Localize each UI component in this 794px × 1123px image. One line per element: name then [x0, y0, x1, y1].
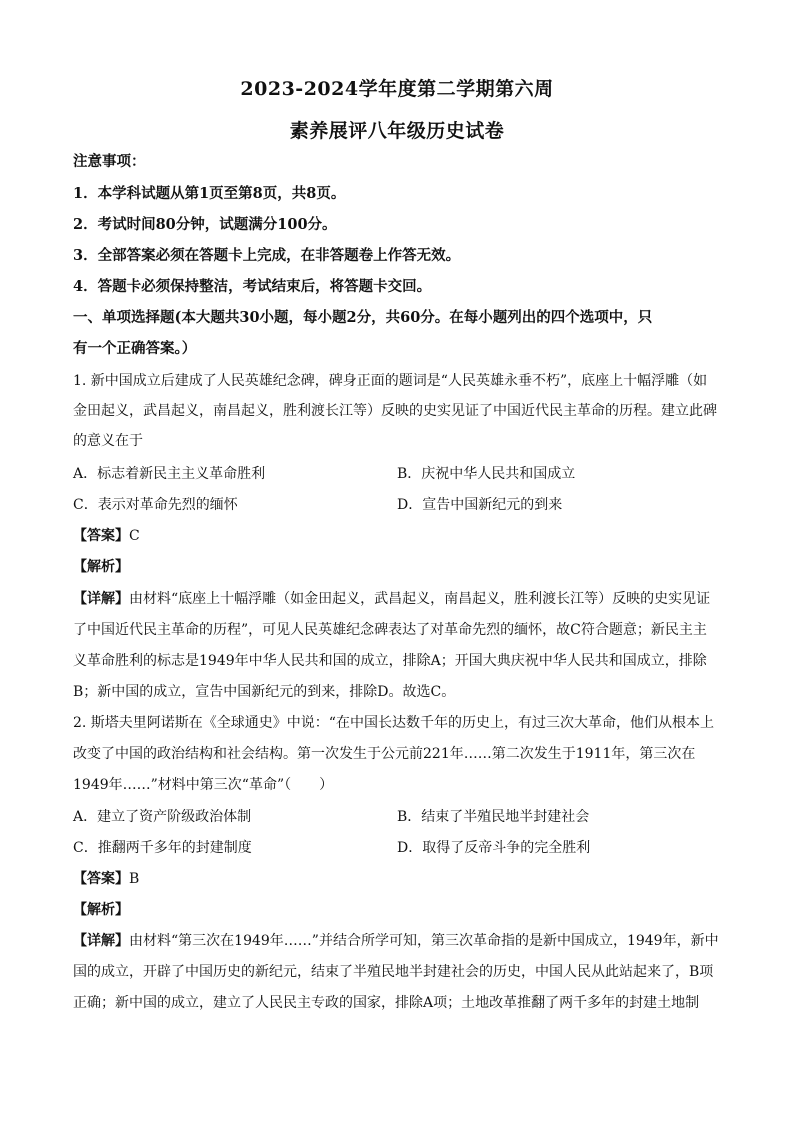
q1-stem-line2: 金田起义，武昌起义，南昌起义，胜利渡长江等）反映的史实见证了中国近代民主革命的历程。建立此碑 — [73, 403, 717, 419]
notes-item-4: 4．答题卡必须保持整洁，考试结束后，将答题卡交回。 — [73, 278, 432, 295]
detail-text: 由材料“底座上十幅浮雕（如金田起义，武昌起义，南昌起义，胜利渡长江等）反映的史实见证 — [129, 591, 711, 607]
q1-option-c: C．表示对革命先烈的缅怀 — [73, 497, 238, 513]
analysis-tag: 【解析】 — [73, 559, 129, 575]
exam-title-line1: 2023-2024学年度第二学期第六周 — [240, 78, 554, 100]
q1-option-a: A．标志着新民主主义革命胜利 — [73, 466, 266, 482]
answer-tag: 【答案】 — [73, 871, 129, 887]
q1-option-b: B．庆祝中华人民共和国成立 — [397, 466, 576, 482]
q2-option-c: C．推翻两千多年的封建制度 — [73, 840, 252, 856]
q1-detail-line1 — [73, 588, 710, 608]
q1-stem-line3: 的意义在于 — [73, 433, 143, 449]
q2-stem-line2: 改变了中国的政治结构和社会结构。第一次发生于公元前221年……第二次发生于1911年，第三次在 — [73, 746, 696, 762]
section-heading-line2: 有一个正确答案。） — [73, 340, 197, 357]
detail-tag: 【详解】 — [73, 591, 129, 607]
q2-analysis — [73, 899, 129, 919]
q1-detail-line4: B；新中国的成立，宣告中国新纪元的到来，排除D。故选C。 — [73, 684, 456, 700]
q2-option-a: A．建立了资产阶级政治体制 — [73, 809, 252, 825]
exam-title-line2: 素养展评八年级历史试卷 — [289, 120, 505, 142]
q1-answer — [73, 525, 140, 545]
detail-text: 由材料“第三次在1949年……”并结合所学可知，第三次革命指的是新中国成立，1949年，新中 — [129, 933, 719, 949]
answer-tag: 【答案】 — [73, 528, 129, 544]
notes-item-2: 2．考试时间80分钟，试题满分100分。 — [73, 216, 337, 233]
q2-detail-line2: 国的成立，开辟了中国历史的新纪元，结束了半殖民地半封建社会的历史，中国人民从此站起来了，B项 — [73, 964, 714, 980]
answer-value: C — [129, 528, 140, 544]
q1-stem-line1: 1. 新中国成立后建成了人民英雄纪念碑，碑身正面的题词是“人民英雄永垂不朽”，底座上十幅浮雕（如 — [73, 373, 708, 389]
detail-tag: 【详解】 — [73, 933, 129, 949]
q1-detail-line3: 义革命胜利的标志是1949年中华人民共和国的成立，排除A；开国大典庆祝中华人民共和国成立，排除 — [73, 653, 707, 669]
notes-item-3: 3．全部答案必须在答题卡上完成，在非答题卷上作答无效。 — [73, 247, 461, 264]
q1-analysis — [73, 556, 129, 576]
q2-stem-line3: 1949年……”材料中第三次“革命”（ ） — [73, 777, 334, 793]
analysis-tag: 【解析】 — [73, 902, 129, 918]
notes-heading: 注意事项： — [73, 153, 146, 170]
q2-stem-line1: 2. 斯塔夫里阿诺斯在《全球通史》中说：“在中国长达数千年的历史上，有过三次大革命，他们从根本上 — [73, 715, 714, 731]
q2-detail-line3: 正确；新中国的成立，建立了人民民主专政的国家，排除A项；土地改革推翻了两千多年的封建土地制 — [73, 995, 700, 1011]
q1-option-d: D．宣告中国新纪元的到来 — [397, 497, 563, 513]
notes-item-1: 1．本学科试题从第1页至第8页，共8页。 — [73, 185, 346, 202]
q2-option-b: B．结束了半殖民地半封建社会 — [397, 809, 590, 825]
q2-detail-line1 — [73, 930, 719, 950]
answer-value: B — [129, 871, 140, 887]
section-heading-line1: 一、单项选择题(本大题共30小题，每小题2分，共60分。在每小题列出的四个选项中，只 — [73, 309, 653, 326]
q2-option-d: D．取得了反帝斗争的完全胜利 — [397, 840, 591, 856]
q2-answer — [73, 868, 139, 888]
q1-detail-line2: 了中国近代民主革命的历程”，可见人民英雄纪念碑表达了对革命先烈的缅怀，故C符合题意；新民主主 — [73, 622, 707, 638]
